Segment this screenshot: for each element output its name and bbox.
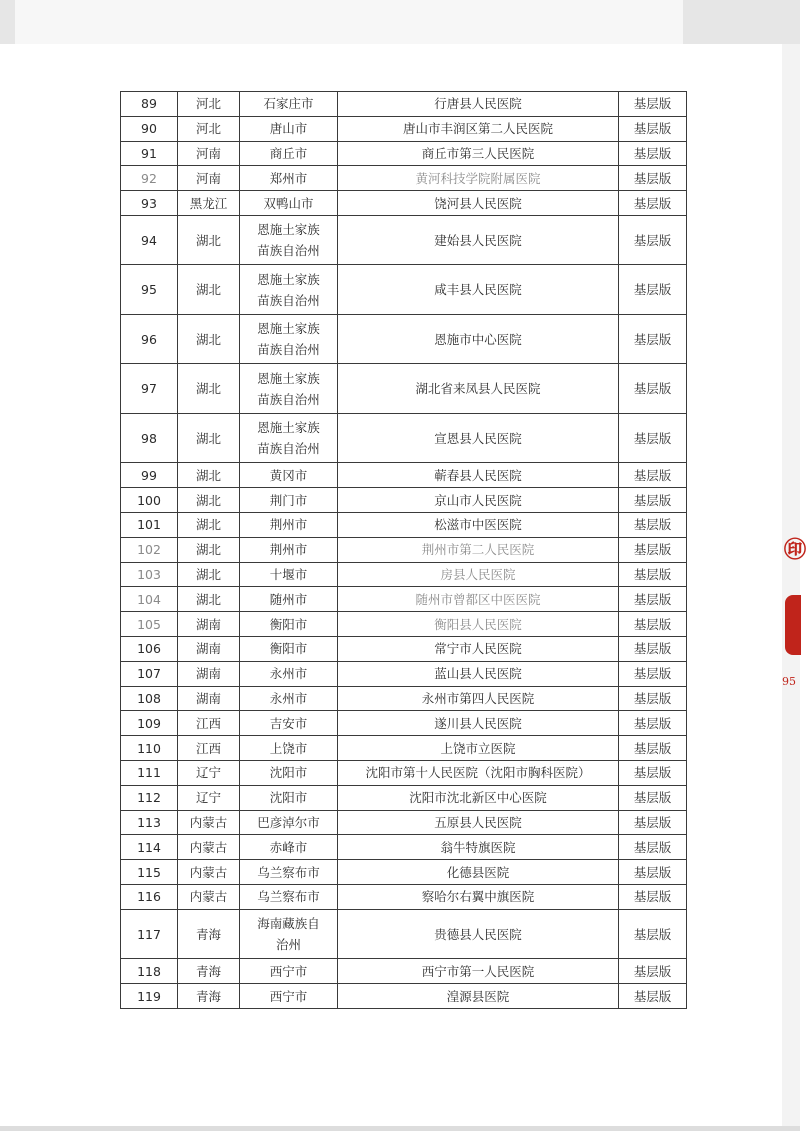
hospital-list-table bbox=[120, 91, 687, 1009]
cell-province: 湖南 bbox=[178, 661, 240, 686]
cell-version: 基层版 bbox=[619, 463, 687, 488]
cell-province: 湖南 bbox=[178, 612, 240, 637]
table-row bbox=[121, 686, 687, 711]
cell-hospital: 遂川县人民医院 bbox=[338, 711, 619, 736]
cell-version: 基层版 bbox=[619, 885, 687, 910]
cell-no: 112 bbox=[121, 785, 178, 810]
table-row bbox=[121, 736, 687, 761]
cell-no: 117 bbox=[121, 909, 178, 959]
cell-version: 基层版 bbox=[619, 265, 687, 315]
cell-no: 119 bbox=[121, 984, 178, 1009]
official-seal-fragment: ㊞ 95 bbox=[782, 537, 806, 688]
scan-top-edge bbox=[0, 0, 800, 44]
cell-version: 基层版 bbox=[619, 909, 687, 959]
cell-province: 河南 bbox=[178, 166, 240, 191]
cell-province: 湖北 bbox=[178, 364, 240, 414]
cell-province: 河南 bbox=[178, 141, 240, 166]
cell-no: 118 bbox=[121, 959, 178, 984]
cell-province: 江西 bbox=[178, 736, 240, 761]
cell-province: 黑龙江 bbox=[178, 191, 240, 216]
cell-city: 恩施土家族苗族自治州 bbox=[240, 413, 338, 463]
cell-province: 湖北 bbox=[178, 513, 240, 538]
cell-no: 94 bbox=[121, 215, 178, 265]
cell-hospital: 沈阳市第十人民医院（沈阳市胸科医院） bbox=[338, 761, 619, 786]
cell-city: 赤峰市 bbox=[240, 835, 338, 860]
table-row bbox=[121, 141, 687, 166]
table-row bbox=[121, 488, 687, 513]
table-row bbox=[121, 612, 687, 637]
cell-province: 湖北 bbox=[178, 488, 240, 513]
cell-version: 基层版 bbox=[619, 612, 687, 637]
cell-hospital: 唐山市丰润区第二人民医院 bbox=[338, 116, 619, 141]
cell-city: 西宁市 bbox=[240, 959, 338, 984]
cell-hospital: 翁牛特旗医院 bbox=[338, 835, 619, 860]
cell-version: 基层版 bbox=[619, 661, 687, 686]
cell-city: 随州市 bbox=[240, 587, 338, 612]
table-row bbox=[121, 959, 687, 984]
cell-city: 郑州市 bbox=[240, 166, 338, 191]
cell-version: 基层版 bbox=[619, 686, 687, 711]
cell-no: 105 bbox=[121, 612, 178, 637]
cell-province: 辽宁 bbox=[178, 761, 240, 786]
table-row bbox=[121, 513, 687, 538]
table-row bbox=[121, 92, 687, 117]
cell-hospital: 永州市第四人民医院 bbox=[338, 686, 619, 711]
cell-version: 基层版 bbox=[619, 860, 687, 885]
cell-version: 基层版 bbox=[619, 785, 687, 810]
cell-no: 110 bbox=[121, 736, 178, 761]
cell-province: 湖北 bbox=[178, 215, 240, 265]
table-row bbox=[121, 810, 687, 835]
cell-no: 96 bbox=[121, 314, 178, 364]
cell-version: 基层版 bbox=[619, 736, 687, 761]
cell-version: 基层版 bbox=[619, 191, 687, 216]
cell-province: 湖南 bbox=[178, 686, 240, 711]
cell-province: 湖北 bbox=[178, 562, 240, 587]
cell-city: 衡阳市 bbox=[240, 637, 338, 662]
cell-version: 基层版 bbox=[619, 364, 687, 414]
cell-hospital: 商丘市第三人民医院 bbox=[338, 141, 619, 166]
cell-no: 91 bbox=[121, 141, 178, 166]
cell-city: 荆门市 bbox=[240, 488, 338, 513]
cell-version: 基层版 bbox=[619, 537, 687, 562]
cell-no: 93 bbox=[121, 191, 178, 216]
cell-version: 基层版 bbox=[619, 637, 687, 662]
cell-city: 乌兰察布市 bbox=[240, 860, 338, 885]
cell-version: 基层版 bbox=[619, 761, 687, 786]
cell-version: 基层版 bbox=[619, 959, 687, 984]
table-row bbox=[121, 364, 687, 414]
table-body bbox=[121, 92, 687, 1009]
cell-no: 104 bbox=[121, 587, 178, 612]
cell-city: 衡阳市 bbox=[240, 612, 338, 637]
cell-hospital: 京山市人民医院 bbox=[338, 488, 619, 513]
table-row bbox=[121, 711, 687, 736]
table-row bbox=[121, 562, 687, 587]
cell-province: 湖北 bbox=[178, 314, 240, 364]
cell-hospital: 蕲春县人民医院 bbox=[338, 463, 619, 488]
cell-no: 90 bbox=[121, 116, 178, 141]
cell-city: 永州市 bbox=[240, 686, 338, 711]
cell-city: 西宁市 bbox=[240, 984, 338, 1009]
cell-province: 内蒙古 bbox=[178, 885, 240, 910]
table-row bbox=[121, 984, 687, 1009]
cell-hospital: 湖北省来凤县人民医院 bbox=[338, 364, 619, 414]
table-row bbox=[121, 314, 687, 364]
cell-no: 113 bbox=[121, 810, 178, 835]
table-row bbox=[121, 860, 687, 885]
cell-hospital: 咸丰县人民医院 bbox=[338, 265, 619, 315]
cell-hospital: 恩施市中心医院 bbox=[338, 314, 619, 364]
cell-version: 基层版 bbox=[619, 587, 687, 612]
cell-version: 基层版 bbox=[619, 215, 687, 265]
cell-province: 青海 bbox=[178, 909, 240, 959]
cell-no: 92 bbox=[121, 166, 178, 191]
table-row bbox=[121, 835, 687, 860]
cell-city: 巴彦淖尔市 bbox=[240, 810, 338, 835]
cell-no: 89 bbox=[121, 92, 178, 117]
cell-hospital: 荆州市第二人民医院 bbox=[338, 537, 619, 562]
table-row bbox=[121, 116, 687, 141]
cell-no: 100 bbox=[121, 488, 178, 513]
cell-no: 95 bbox=[121, 265, 178, 315]
cell-no: 108 bbox=[121, 686, 178, 711]
table-row bbox=[121, 785, 687, 810]
cell-version: 基层版 bbox=[619, 562, 687, 587]
cell-no: 114 bbox=[121, 835, 178, 860]
cell-hospital: 蓝山县人民医院 bbox=[338, 661, 619, 686]
cell-no: 106 bbox=[121, 637, 178, 662]
cell-province: 内蒙古 bbox=[178, 835, 240, 860]
cell-city: 永州市 bbox=[240, 661, 338, 686]
cell-city: 沈阳市 bbox=[240, 785, 338, 810]
cell-hospital: 察哈尔右翼中旗医院 bbox=[338, 885, 619, 910]
cell-city: 恩施土家族苗族自治州 bbox=[240, 314, 338, 364]
cell-no: 111 bbox=[121, 761, 178, 786]
table-row bbox=[121, 761, 687, 786]
cell-hospital: 房县人民医院 bbox=[338, 562, 619, 587]
cell-hospital: 衡阳县人民医院 bbox=[338, 612, 619, 637]
cell-province: 青海 bbox=[178, 984, 240, 1009]
cell-city: 吉安市 bbox=[240, 711, 338, 736]
table-row bbox=[121, 265, 687, 315]
cell-city: 十堰市 bbox=[240, 562, 338, 587]
cell-version: 基层版 bbox=[619, 141, 687, 166]
cell-no: 115 bbox=[121, 860, 178, 885]
cell-province: 内蒙古 bbox=[178, 860, 240, 885]
scan-bottom-edge bbox=[0, 1126, 800, 1131]
cell-city: 双鸭山市 bbox=[240, 191, 338, 216]
cell-hospital: 黄河科技学院附属医院 bbox=[338, 166, 619, 191]
cell-city: 沈阳市 bbox=[240, 761, 338, 786]
cell-no: 97 bbox=[121, 364, 178, 414]
cell-no: 109 bbox=[121, 711, 178, 736]
table-row bbox=[121, 463, 687, 488]
table-row bbox=[121, 637, 687, 662]
cell-city: 恩施土家族苗族自治州 bbox=[240, 215, 338, 265]
cell-city: 黄冈市 bbox=[240, 463, 338, 488]
cell-hospital: 西宁市第一人民医院 bbox=[338, 959, 619, 984]
cell-version: 基层版 bbox=[619, 166, 687, 191]
cell-city: 荆州市 bbox=[240, 513, 338, 538]
cell-city: 唐山市 bbox=[240, 116, 338, 141]
cell-version: 基层版 bbox=[619, 984, 687, 1009]
cell-city: 上饶市 bbox=[240, 736, 338, 761]
table-row bbox=[121, 537, 687, 562]
cell-version: 基层版 bbox=[619, 810, 687, 835]
table-row bbox=[121, 587, 687, 612]
scan-top-margin bbox=[15, 0, 683, 44]
cell-hospital: 松滋市中医医院 bbox=[338, 513, 619, 538]
cell-province: 湖南 bbox=[178, 637, 240, 662]
cell-city: 恩施土家族苗族自治州 bbox=[240, 265, 338, 315]
cell-version: 基层版 bbox=[619, 116, 687, 141]
cell-province: 湖北 bbox=[178, 463, 240, 488]
cell-version: 基层版 bbox=[619, 413, 687, 463]
cell-no: 99 bbox=[121, 463, 178, 488]
cell-no: 98 bbox=[121, 413, 178, 463]
cell-province: 湖北 bbox=[178, 265, 240, 315]
cell-province: 江西 bbox=[178, 711, 240, 736]
cell-no: 107 bbox=[121, 661, 178, 686]
table-row bbox=[121, 885, 687, 910]
cell-hospital: 常宁市人民医院 bbox=[338, 637, 619, 662]
cell-province: 湖北 bbox=[178, 537, 240, 562]
table-row bbox=[121, 166, 687, 191]
cell-city: 乌兰察布市 bbox=[240, 885, 338, 910]
cell-no: 103 bbox=[121, 562, 178, 587]
cell-hospital: 沈阳市沈北新区中心医院 bbox=[338, 785, 619, 810]
cell-city: 石家庄市 bbox=[240, 92, 338, 117]
cell-hospital: 五原县人民医院 bbox=[338, 810, 619, 835]
cell-version: 基层版 bbox=[619, 711, 687, 736]
cell-hospital: 行唐县人民医院 bbox=[338, 92, 619, 117]
cell-province: 河北 bbox=[178, 116, 240, 141]
table-row bbox=[121, 191, 687, 216]
cell-hospital: 上饶市立医院 bbox=[338, 736, 619, 761]
cell-version: 基层版 bbox=[619, 314, 687, 364]
cell-province: 河北 bbox=[178, 92, 240, 117]
cell-hospital: 建始县人民医院 bbox=[338, 215, 619, 265]
table-row bbox=[121, 909, 687, 959]
cell-hospital: 湟源县医院 bbox=[338, 984, 619, 1009]
cell-city: 商丘市 bbox=[240, 141, 338, 166]
cell-no: 101 bbox=[121, 513, 178, 538]
cell-province: 湖北 bbox=[178, 413, 240, 463]
cell-province: 内蒙古 bbox=[178, 810, 240, 835]
table-row bbox=[121, 413, 687, 463]
cell-hospital: 宣恩县人民医院 bbox=[338, 413, 619, 463]
cell-version: 基层版 bbox=[619, 513, 687, 538]
cell-hospital: 饶河县人民医院 bbox=[338, 191, 619, 216]
cell-no: 116 bbox=[121, 885, 178, 910]
cell-version: 基层版 bbox=[619, 92, 687, 117]
cell-province: 辽宁 bbox=[178, 785, 240, 810]
cell-hospital: 随州市曾都区中医医院 bbox=[338, 587, 619, 612]
cell-city: 荆州市 bbox=[240, 537, 338, 562]
cell-province: 青海 bbox=[178, 959, 240, 984]
cell-province: 湖北 bbox=[178, 587, 240, 612]
cell-version: 基层版 bbox=[619, 488, 687, 513]
cell-hospital: 贵德县人民医院 bbox=[338, 909, 619, 959]
cell-city: 海南藏族自治州 bbox=[240, 909, 338, 959]
table-row bbox=[121, 661, 687, 686]
cell-hospital: 化德县医院 bbox=[338, 860, 619, 885]
cell-no: 102 bbox=[121, 537, 178, 562]
cell-city: 恩施土家族苗族自治州 bbox=[240, 364, 338, 414]
table-row bbox=[121, 215, 687, 265]
cell-version: 基层版 bbox=[619, 835, 687, 860]
